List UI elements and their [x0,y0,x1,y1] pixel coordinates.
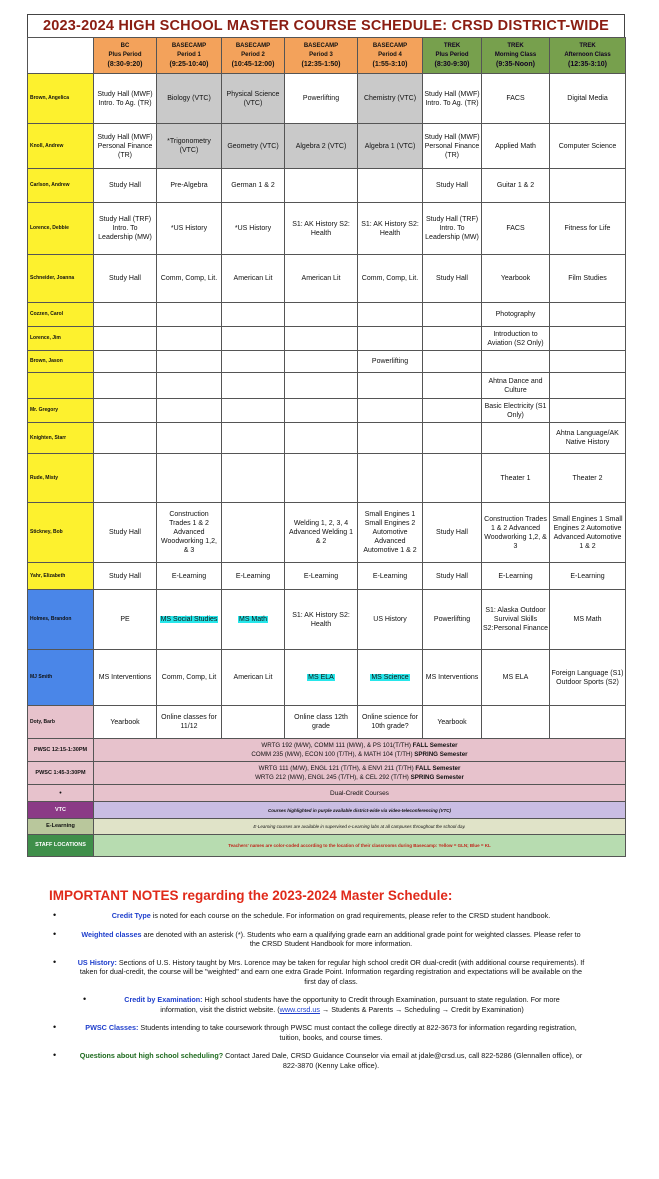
course-cell: Yearbook [94,706,157,739]
course-cell: Comm, Comp, Lit. [157,255,222,303]
important-notes [27,888,625,1079]
course-cell: Construction Trades 1 & 2 Advanced Woodworking 1,2, & 3 [482,503,550,563]
course-cell: E-Learning [358,563,423,590]
header-time: (12:35-1:50) [301,61,341,68]
course-cell [222,351,285,373]
notes-heading: IMPORTANT NOTES regarding the 2023-2024 Master Schedule: [49,888,453,903]
note-key: Credit by Examination: [124,995,203,1004]
teacher-row [28,124,626,169]
course-cell [222,503,285,563]
course-cell: Basic Electricity (S1 Only) [482,399,550,423]
course-cell [94,399,157,423]
teacher-name: Stickney, Bob [28,503,94,563]
period-header [550,38,626,74]
course-cell: American Lit [222,255,285,303]
course-cell [94,454,157,503]
header-time: (9:35-Noon) [496,61,535,68]
pwsc-line [95,750,624,759]
note-text: Sections of U.S. History taught by Mrs. Lorence may be taken for regular high school credit OR dual-credit (with additional course requirements). If taken for dual-credit, the course will be "weighted" and earn one extra Grade Point. Information regarding registration and expectations will be available on the first day of class. [79,957,585,986]
legend-row [28,785,626,802]
course-cell: Ahtna Dance and Culture [482,373,550,399]
notes-list [27,911,625,1070]
teacher-name: Holmes, Brandon [28,590,94,650]
course-cell [157,454,222,503]
teacher-name: Brown, Jason [28,351,94,373]
course-cell: Biology (VTC) [157,74,222,124]
header-group: BASECAMP [171,43,207,49]
course-cell: Study Hall (MWF) Intro. To Ag. (TR) [94,74,157,124]
course-cell: Computer Science [550,124,626,169]
course-cell [358,454,423,503]
period-header [94,38,157,74]
teacher-name: Cozzen, Carol [28,303,94,327]
course-cell: *US History [157,203,222,255]
header-name: Period 1 [177,52,201,58]
course-cell: PE [94,590,157,650]
course-cell: Welding 1, 2, 3, 4 Advanced Welding 1 & 2 [285,503,358,563]
course-cell [285,399,358,423]
teacher-name: Brown, Angelica [28,74,94,124]
course-cell [157,399,222,423]
course-cell: Theater 2 [550,454,626,503]
pwsc-line [95,741,624,750]
course-cell: Study Hall [94,169,157,203]
course-cell [423,351,482,373]
header-name: Period 3 [309,52,333,58]
header-group: BC [120,43,130,49]
teacher-row [28,373,626,399]
teacher-name: Mr. Gregory [28,399,94,423]
note-key: Credit Type [111,911,151,920]
course-cell [285,373,358,399]
course-cell: Guitar 1 & 2 [482,169,550,203]
course-cell [222,706,285,739]
course-cell [358,169,423,203]
course-cell: Small Engines 1 Small Engines 2 Automotive Advanced Automotive 1 & 2 [358,503,423,563]
note-item [27,995,625,1014]
course-cell: Online science for 10th grade? [358,706,423,739]
course-cell [285,351,358,373]
course-cell [423,373,482,399]
pwsc-semester: FALL Semester [415,765,461,772]
teacher-row [28,423,626,454]
note-item [27,1051,625,1070]
course-cell: Geometry (VTC) [222,124,285,169]
header-group: TREK [507,43,524,49]
teacher-name: Knighten, Starr [28,423,94,454]
course-cell: MS Math [550,590,626,650]
note-key: US History: [77,957,117,967]
teacher-name: Schneider, Joanna [28,255,94,303]
bullet-icon: • [53,928,57,939]
course-cell: Online classes for 11/12 [157,706,222,739]
course-cell: S1: AK History S2: Health [285,590,358,650]
pwsc-row [28,739,626,762]
bullet-icon: • [53,956,57,967]
note-text: Contact Jared Dale, CRSD Guidance Counselor via email at jdale@crsd.us, call 822-5286 (Glennallen office), or 822-3870 (Kenny Lake office). [223,1051,583,1070]
note-item [27,930,625,949]
header-group: TREK [579,43,596,49]
course-cell: Study Hall [94,503,157,563]
course-cell: *Trigonometry (VTC) [157,124,222,169]
header-time: (12:35-3:10) [568,61,607,68]
course-cell [550,169,626,203]
course-cell [222,590,285,650]
course-cell [550,373,626,399]
legend-label: STAFF LOCATIONS [28,835,94,857]
header-name: Morning Class [494,52,537,58]
course-cell: MS Interventions [94,650,157,706]
teacher-name: MJ Smith [28,650,94,706]
teacher-name: Lorence, Debbie [28,203,94,255]
legend-text: Dual-Credit Courses [94,785,626,802]
course-cell: American Lit [285,255,358,303]
course-cell: S1: Alaska Outdoor Survival Skills S2:Personal Finance [482,590,550,650]
course-cell [157,351,222,373]
course-cell [222,327,285,351]
teacher-row [28,590,626,650]
teacher-row [28,706,626,739]
course-cell [358,399,423,423]
course-cell [423,327,482,351]
course-cell [157,590,222,650]
course-cell [157,423,222,454]
pwsc-courses [94,762,626,785]
legend-row [28,835,626,857]
legend-text: Courses highlighted in purple available district-wide via video-teleconferencing (VTC) [94,802,626,819]
course-cell: Online class 12th grade [285,706,358,739]
course-cell [94,373,157,399]
course-cell [550,351,626,373]
course-cell: Study Hall [423,563,482,590]
course-cell: Construction Trades 1 & 2 Advanced Woodworking 1,2, & 3 [157,503,222,563]
course-cell: E-Learning [222,563,285,590]
note-text: Students intending to take coursework through PWSC must contact the college directly at 822-3673 for information regarding registration, tuition, books, and course times. [138,1023,577,1042]
course-highlight: MS Math [238,616,267,623]
pwsc-course-list: WRTG 111 (M/W), ENGL 121 (T/TH), & ENVI 211 (T/TH) [258,765,416,772]
legend-label: E-Learning [28,819,94,835]
course-cell: E-Learning [285,563,358,590]
teacher-row [28,255,626,303]
note-key: Questions about high school scheduling? [79,1051,224,1060]
teacher-row [28,563,626,590]
note-item [27,958,625,987]
schedule-table [27,37,626,857]
course-cell: FACS [482,203,550,255]
pwsc-courses [94,739,626,762]
course-cell: Yearbook [482,255,550,303]
note-text: High school students have the opportunity to Credit through Examination, pursuant to state regulation. For more information, visit the district website. [160,995,560,1014]
teacher-name: Carlson, Andrew [28,169,94,203]
period-header [222,38,285,74]
teacher-row [28,351,626,373]
header-group: TREK [443,43,461,49]
course-highlight: MS Science [371,674,409,681]
legend-text: E-Learning courses are available in supervised e-Learning labs at all campuses throughout the school day. [94,819,626,835]
course-cell [94,423,157,454]
header-time: (10:45-12:00) [231,61,275,68]
course-cell [423,423,482,454]
teacher-name: Rude, Misty [28,454,94,503]
course-cell: Chemistry (VTC) [358,74,423,124]
course-cell: E-Learning [482,563,550,590]
teacher-row [28,650,626,706]
note-key: PWSC Classes: [85,1023,139,1032]
course-cell: Study Hall [94,255,157,303]
course-cell: Study Hall [94,563,157,590]
course-cell: Study Hall [423,503,482,563]
course-cell [222,399,285,423]
course-cell [482,706,550,739]
course-cell: S1: AK History S2: Health [285,203,358,255]
course-cell [550,706,626,739]
course-cell [285,423,358,454]
note-text: are denoted with an asterisk (*). Students who earn a qualifying grade earn an additional grade point for weighted classes. Please refer to the CRSD Student Handbook for more information. [141,929,581,948]
course-cell: Photography [482,303,550,327]
course-cell [423,303,482,327]
district-website-link[interactable]: www.crsd.us [279,1004,321,1014]
course-cell [550,327,626,351]
teacher-row [28,399,626,423]
course-cell [358,303,423,327]
course-cell: Study Hall [423,169,482,203]
course-cell: Introduction to Aviation (S2 Only) [482,327,550,351]
course-cell [285,169,358,203]
course-cell [222,303,285,327]
teacher-name: Lorence, Jim [28,327,94,351]
course-cell: FACS [482,74,550,124]
course-cell [285,327,358,351]
pwsc-line [95,773,624,782]
header-name: Afternoon Class [564,52,611,58]
header-row [28,38,626,74]
course-cell [94,351,157,373]
note-text: is noted for each course on the schedule. For information on grad requirements, please refer to the CRSD student handbook. [150,911,551,920]
legend-label: • [28,785,94,802]
course-cell [222,373,285,399]
period-header [358,38,423,74]
course-cell: E-Learning [157,563,222,590]
course-cell: Algebra 2 (VTC) [285,124,358,169]
course-cell: Study Hall (TRF) Intro. To Leadership (MW) [423,203,482,255]
course-cell: Applied Math [482,124,550,169]
legend-label: VTC [28,802,94,819]
teacher-row [28,503,626,563]
course-cell [358,423,423,454]
note-key: Weighted classes [81,929,142,939]
course-cell [285,454,358,503]
course-cell [482,351,550,373]
course-cell: E-Learning [550,563,626,590]
pwsc-label: PWSC 1:45-3:30PM [28,762,94,785]
course-cell [358,327,423,351]
course-cell: Foreign Language (S1) Outdoor Sports (S2) [550,650,626,706]
teacher-row [28,454,626,503]
teacher-name [28,373,94,399]
legend-row [28,819,626,835]
pwsc-course-list: COMM 235 (M/W), ECON 100 (T/TH), & MATH 104 (T/TH) [251,751,415,758]
course-cell: Powerlifting [423,590,482,650]
note-text: → Students & Parents → Scheduling → Credit by Examination) [320,1004,524,1014]
bullet-icon: • [53,1022,57,1032]
bullet-icon: • [53,1050,57,1060]
header-group: BASECAMP [303,43,339,49]
course-cell [550,303,626,327]
course-cell: Study Hall (MWF) Personal Finance (TR) [94,124,157,169]
header-time: (8:30-9:30) [434,61,470,68]
course-cell: Physical Science (VTC) [222,74,285,124]
teacher-name: Yahr, Elizabeth [28,563,94,590]
course-cell: Study Hall (MWF) Personal Finance (TR) [423,124,482,169]
course-highlight: MS Social Studies [160,616,218,623]
course-cell: Comm, Comp, Lit. [358,255,423,303]
teacher-row [28,303,626,327]
course-cell: Study Hall (TRF) Intro. To Leadership (MW) [94,203,157,255]
course-cell: *US History [222,203,285,255]
header-group: BASECAMP [235,43,271,49]
course-cell [285,650,358,706]
teacher-name: Doty, Barb [28,706,94,739]
course-highlight: MS ELA [308,674,334,681]
teacher-row [28,169,626,203]
course-cell [222,454,285,503]
course-cell: Digital Media [550,74,626,124]
header-group: BASECAMP [372,43,408,49]
course-cell [550,399,626,423]
course-cell [222,423,285,454]
header-time: (8:30-9:20) [107,61,143,68]
header-name: Period 2 [241,52,265,58]
course-cell: Study Hall [423,255,482,303]
course-cell: Algebra 1 (VTC) [358,124,423,169]
course-cell: Small Engines 1 Small Engines 2 Automotive Advanced Automotive 1 & 2 [550,503,626,563]
header-corner [28,38,94,74]
header-time: (1:55-3:10) [372,61,408,68]
course-cell [157,373,222,399]
course-cell [94,327,157,351]
course-cell: US History [358,590,423,650]
legend-text: Teachers' names are color-coded according to the location of their classrooms during Basecamp: Yellow = GLN; Blue = KL [94,835,626,857]
note-item [27,911,625,921]
page-title: 2023-2024 HIGH SCHOOL MASTER COURSE SCHEDULE: CRSD DISTRICT-WIDE [27,14,625,37]
course-cell: American Lit [222,650,285,706]
course-cell [358,650,423,706]
teacher-row [28,203,626,255]
note-text: ( [275,1004,280,1014]
course-cell: Theater 1 [482,454,550,503]
course-cell [423,454,482,503]
course-cell: Powerlifting [358,351,423,373]
period-header [285,38,358,74]
course-cell: Pre-Algebra [157,169,222,203]
course-cell: Fitness for Life [550,203,626,255]
course-cell [358,373,423,399]
teacher-name: Knoll, Andrew [28,124,94,169]
course-cell [157,303,222,327]
pwsc-line [95,764,624,773]
pwsc-row [28,762,626,785]
header-name: Plus Period [435,52,469,58]
course-cell [423,399,482,423]
course-cell: Powerlifting [285,74,358,124]
course-cell: Study Hall (MWF) Intro. To Ag. (TR) [423,74,482,124]
note-item [27,1023,625,1042]
course-cell: Yearbook [423,706,482,739]
schedule-sheet [27,14,625,857]
pwsc-course-list: WRTG 192 (M/W), COMM 111 (M/W), & PS 101(T/TH) [261,742,413,749]
header-name: Period 4 [378,52,402,58]
legend-row [28,802,626,819]
course-cell: MS ELA [482,650,550,706]
course-cell: Film Studies [550,255,626,303]
teacher-row [28,327,626,351]
course-cell: MS Interventions [423,650,482,706]
period-header [157,38,222,74]
course-cell [285,303,358,327]
bullet-icon: • [83,994,87,1004]
period-header [482,38,550,74]
pwsc-semester: FALL Semester [412,742,458,749]
pwsc-semester: SPRING Semester [410,774,464,781]
bullet-icon: • [53,910,57,920]
teacher-row [28,74,626,124]
course-cell [482,423,550,454]
pwsc-semester: SPRING Semester [414,751,468,758]
course-cell: Comm, Comp, Lit [157,650,222,706]
course-cell: S1: AK History S2: Health [358,203,423,255]
header-name: Plus Period [108,52,142,58]
course-cell [94,303,157,327]
pwsc-label: PWSC 12:15-1:30PM [28,739,94,762]
header-time: (9:25-10:40) [169,61,209,68]
course-cell: German 1 & 2 [222,169,285,203]
course-cell: Ahtna Language/AK Native History [550,423,626,454]
pwsc-course-list: WRTG 212 (M/W), ENGL 245 (T/TH), & CEL 292 (T/TH) [255,774,411,781]
period-header [423,38,482,74]
course-cell [157,327,222,351]
